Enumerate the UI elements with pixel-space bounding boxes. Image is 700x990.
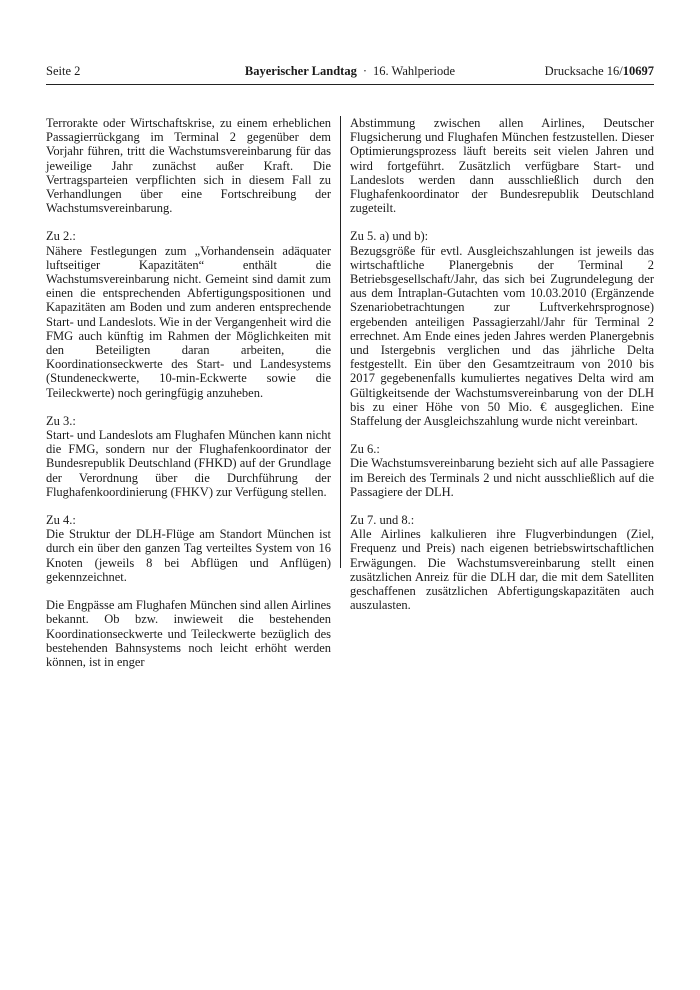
paragraph [350,442,654,499]
paragraph-text: Nähere Festlegungen zum „Vorhandensein adäquater luftseitiger Kapazitäten“ enthält die Wachstumsvereinbarung nicht. Gemeint sind damit zum einen die entsprechenden Abfertigungspositionen und Kapazitäten am Boden und zum anderen entsprechende Start- und Landeslots. Wie in der Vergangenheit wird die FMG auch künftig im Rahmen der Möglichkeiten mit den Beteiligten daran arbeiten, die Koordinationseckwerte des Start- und Landesystems (Stundeneckwerte, 10-min-Eckwerte sowie die Teileckwerte) noch geringfügig anzuheben. [46,243,331,400]
paragraph [46,229,331,399]
paragraph [46,513,331,584]
page-number: Seite 2 [46,64,81,78]
paragraph-heading: Zu 5. a) und b): [350,229,429,244]
header-separator: · [362,64,367,78]
paragraph-text: Terrorakte oder Wirtschaftskrise, zu einem erheblichen Passagierrückgang im Terminal 2 gegenüber dem Vorjahr führen, tritt die Wachstumsvereinbarung für das jeweilige Jahr zunächst außer Kraft. Die Vertragsparteien verpflichten sich in diesem Fall zu Verhandlungen über eine Fortschreibung der Wachstumsvereinbarung. [46,116,331,216]
paragraph-heading: Zu 3.: [46,413,76,428]
paragraph-heading: Zu 7. und 8.: [350,513,415,528]
paragraph-heading: Zu 2.: [46,229,76,244]
column-divider [340,116,341,568]
paragraph-text: Die Wachstumsvereinbarung bezieht sich auf alle Passagiere im Bereich des Terminals 2 und nicht ausschließlich auf die Passagiere der DLH. [350,456,654,499]
document-number-value: 10697 [622,64,654,78]
paragraph-text: Start- und Landeslots am Flughafen München kann nicht die FMG, sondern nur der Flughafenkoordinator der Bundesrepublik Deutschland (FHKD) auf der Grundlage der Verordnung über die Durchführung der Flughafenkoordinierung (FHKV) zur Verfügung stellen. [46,428,332,499]
left-column [46,116,331,683]
right-column [350,116,654,627]
paragraph-text: Alle Airlines kalkulieren ihre Flugverbindungen (Ziel, Frequenz und Preis) nach eigenen betriebswirtschaftlichen Erwägungen. Die Wachstumsvereinbarung stellt einen zusätzlichen Anreiz für die DLH dar, die mit dem Satelliten geschaffenen zusätzlichen Abfertigungskapazitäten auch auszulasten. [350,527,654,613]
paragraph-heading: Zu 6.: [350,442,380,457]
paragraph [46,598,331,669]
paragraph-text: Bezugsgröße für evtl. Ausgleichszahlungen ist jeweils das wirtschaftliche Planergebnis der Terminal 2 Betriebsgesellschaft/Jahr, das sich bei Zugrundelegung der aus dem Intraplan-Gutachten vom 10.03.2010 (Ergänzende Szenariobetrachtungen zur Luftverkehrsprognose) ergebenden anteiligen Passagierzahl/Jahr für Terminal 2 errechnet. Am Ende eines jeden Jahres werden Planergebnis und Istergebnis verglichen und das jährliche Delta festgestellt. Ein über den Gesamtzeitraum von 2010 bis 2017 gegebenenfalls kumuliertes negatives Delta wird am Gültigkeitsende der Wachstumsvereinbarung von der DLH bis zu einer Höhe von 50 Mio. € ausgeglichen. Eine Staffelung der Ausgleichszahlung wurde nicht vereinbart. [350,243,654,429]
page-header [46,64,654,85]
paragraph-text: Die Engpässe am Flughafen München sind allen Airlines bekannt. Ob bzw. inwieweit die bestehenden Koordinationseckwerte und Teileckwerte bezüglich des bestehenden Bahnsystems noch leicht erhöht werden können, ist in enger [46,598,332,669]
paragraph [46,414,331,499]
paragraph [350,116,654,215]
document-prefix: Drucksache 16/ [544,64,623,78]
legislative-period: 16. Wahlperiode [373,64,456,78]
paragraph-heading: Zu 4.: [46,513,76,528]
paragraph [350,229,654,428]
document-number [545,64,654,79]
paragraph [350,513,654,612]
paragraph [46,116,331,215]
paragraph-text: Abstimmung zwischen allen Airlines, Deutscher Flugsicherung und Flughafen München festzustellen. Dieser Optimierungsprozess läuft bereits seit vielen Jahren und wird fortgeführt. Zusätzlich verfügbare Start- und Landeslots werden dann ausschließlich durch den Flughafenkoordinator der Bundesrepublik Deutschland zugeteilt. [350,116,654,216]
parliament-name: Bayerischer Landtag [244,64,357,78]
paragraph-text: Die Struktur der DLH-Flüge am Standort München ist durch ein über den ganzen Tag verteiltes System von 16 Knoten (jeweils 8 bei Abflügen und Anflügen) gekennzeichnet. [46,527,331,584]
